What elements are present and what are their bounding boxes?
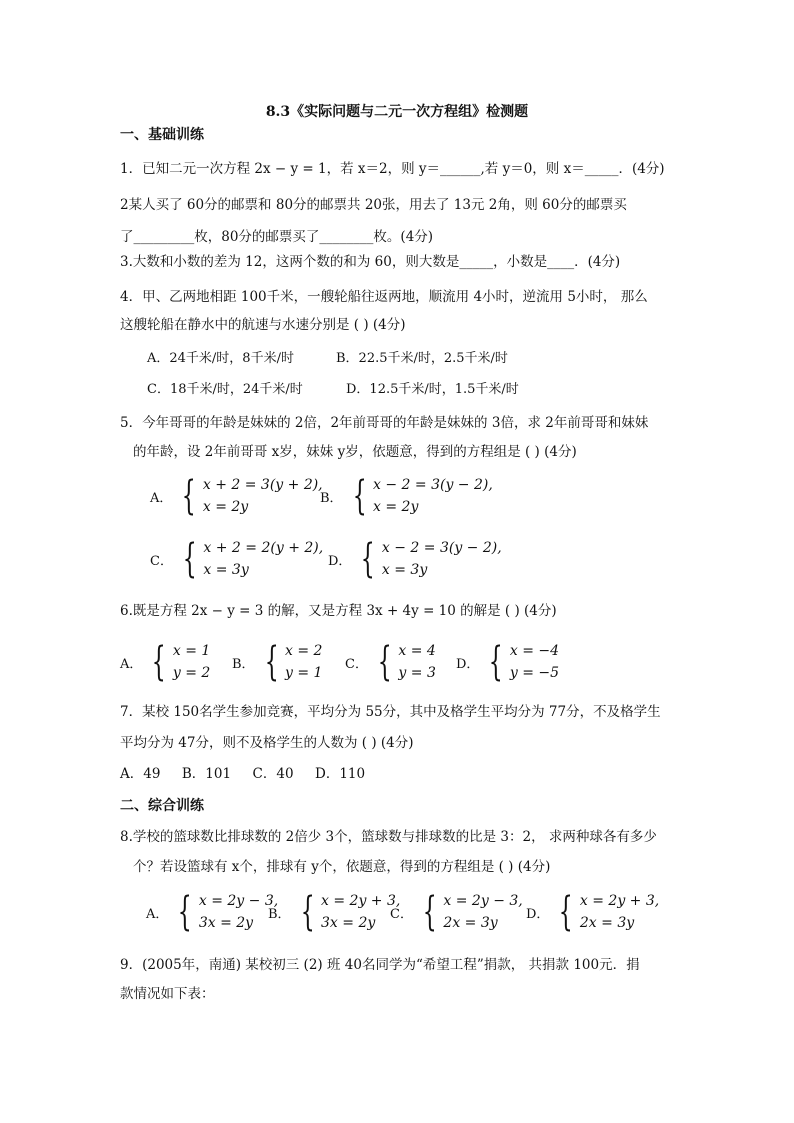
equation-line: 2x = 3y — [579, 915, 635, 931]
option-label: A． — [120, 656, 143, 672]
question-6-option-c — [345, 640, 436, 684]
question-8-line-2: 个？若设篮球有 x个，排球有 y个，依题意，得到的方程组是 ( ) (4分) — [133, 859, 551, 875]
question-4-line-1: 4．甲、乙两地相距 100千米，一艘轮船往返两地，顺流用 4小时，逆流用 5小时， 那么 — [120, 289, 648, 305]
question-6-option-a — [120, 640, 210, 684]
equation-line: x − 2 = 3(y − 2), — [381, 540, 502, 556]
brace-icon: { — [152, 639, 167, 685]
brace-icon: { — [377, 639, 392, 685]
option-label: C． — [345, 656, 368, 672]
question-5-line-1: 5．今年哥哥的年龄是妹妹的 2倍，2年前哥哥的年龄是妹妹的 3倍，求 2年前哥哥和妹妹 — [120, 415, 649, 431]
question-5-option-b — [320, 474, 493, 518]
option-label: D． — [456, 656, 480, 672]
question-6-option-b — [232, 640, 322, 684]
question-6: 6.既是方程 2x − y = 3 的解，又是方程 3x + 4y = 10 的解是 ( ) (4分) — [120, 603, 557, 619]
brace-icon: { — [264, 639, 279, 685]
brace-icon: { — [182, 473, 197, 519]
brace-icon: { — [352, 473, 367, 519]
equation-line: y = 1 — [285, 665, 323, 681]
question-4-option-a: A．24千米/时，8千米/时 — [147, 351, 294, 366]
brace-icon: { — [300, 889, 315, 935]
section-comprehensive-training: 二、综合训练 — [120, 798, 204, 814]
equation-line: 3x = 2y — [321, 915, 376, 931]
equation-line: x + 2 = 3(y + 2), — [202, 477, 323, 493]
brace-icon: { — [361, 536, 376, 582]
equation-line: x + 2 = 2(y + 2), — [203, 540, 324, 556]
equation-line: y = 2 — [172, 665, 211, 681]
question-4-option-d: D．12.5千米/时，1.5千米/时 — [346, 382, 519, 397]
equation-line: x = 2y + 3, — [321, 893, 401, 909]
option-label: C． — [390, 906, 413, 922]
option-label: B． — [320, 490, 343, 506]
equation-line: x = 3y — [381, 562, 428, 578]
question-5-line-2: 的年龄，设 2年前哥哥 x岁，妹妹 y岁，依题意，得到的方程组是 ( ) (4分) — [133, 444, 577, 460]
question-8-option-a — [146, 890, 278, 934]
question-7-line-1: 7．某校 150名学生参加竞赛，平均分为 55分，其中及格学生平均分为 77分，不及格学生 — [120, 704, 661, 720]
question-5-option-d — [328, 537, 502, 581]
question-8-option-b — [268, 890, 400, 934]
option-label: A． — [150, 490, 173, 506]
question-7-line-2: 平均分为 47分，则不及格学生的人数为 ( ) (4分) — [120, 735, 414, 751]
equation-line: x = 1 — [172, 643, 211, 659]
question-2-line-1: 2某人买了 60分的邮票和 80分的邮票共 20张，用去了 13元 2角，则 60分的邮票买 — [120, 197, 627, 213]
option-label: B． — [268, 906, 291, 922]
question-4-line-2: 这艘轮船在静水中的航速与水速分别是 ( ) (4分) — [120, 317, 406, 333]
brace-icon: { — [489, 639, 504, 685]
option-label: A． — [146, 906, 169, 922]
question-7-options: A．49 B．101 C．40 D．110 — [120, 766, 366, 782]
equation-line: x = 2 — [285, 643, 323, 659]
question-1: 1．已知二元一次方程 2x − y = 1，若 x＝2，则 y＝______,若 y＝0，则 x＝_____．(4分) — [120, 161, 665, 177]
brace-icon: { — [182, 536, 197, 582]
equation-line: x = −4 — [509, 643, 560, 659]
question-6-option-d — [456, 640, 559, 684]
question-8-option-c — [390, 890, 523, 934]
equation-line: 2x = 3y — [443, 915, 498, 931]
option-label: D． — [328, 553, 352, 569]
question-4-option-b: B．22.5千米/时，2.5千米/时 — [336, 351, 508, 366]
option-label: B． — [232, 656, 255, 672]
option-label: D． — [526, 906, 550, 922]
question-5-option-a — [150, 474, 323, 518]
question-4-option-c: C．18千米/时，24千米/时 — [147, 382, 303, 397]
question-3: 3.大数和小数的差为 12，这两个数的和为 60，则大数是_____，小数是____．(4分) — [120, 254, 621, 270]
equation-line: y = 3 — [398, 665, 436, 681]
equation-line: x = 2y − 3, — [443, 893, 523, 909]
equation-line: x = 2y — [202, 499, 249, 515]
equation-line: x = 2y + 3, — [579, 893, 660, 909]
brace-icon: { — [559, 889, 574, 935]
page-title: 8.3《实际问题与二元一次方程组》检测题 — [265, 104, 529, 120]
question-9-line-1: 9．(2005年，南通) 某校初三 (2) 班 40名同学为“希望工程”捐款， 共捐款 100元．捐 — [120, 957, 640, 973]
equation-line: x − 2 = 3(y − 2), — [373, 477, 493, 493]
equation-line: x = 2y — [373, 499, 419, 515]
question-9-line-2: 款情况如下表： — [120, 986, 215, 1002]
brace-icon: { — [422, 889, 437, 935]
question-2-line-2: 了_________枚，80分的邮票买了________枚。(4分) — [120, 229, 434, 245]
equation-line: x = 3y — [203, 562, 249, 578]
question-8-line-1: 8.学校的篮球数比排球数的 2倍少 3个，篮球数与排球数的比是 3：2， 求两种球各有多少 — [120, 829, 657, 845]
question-8-option-d — [526, 890, 659, 934]
section-basic-training: 一、基础训练 — [120, 127, 204, 143]
option-label: C． — [150, 553, 173, 569]
equation-line: x = 4 — [398, 643, 436, 659]
equation-line: 3x = 2y — [198, 915, 254, 931]
question-5-option-c — [150, 537, 323, 581]
equation-line: x = 2y − 3, — [198, 893, 279, 909]
equation-line: y = −5 — [509, 665, 560, 681]
brace-icon: { — [178, 889, 193, 935]
